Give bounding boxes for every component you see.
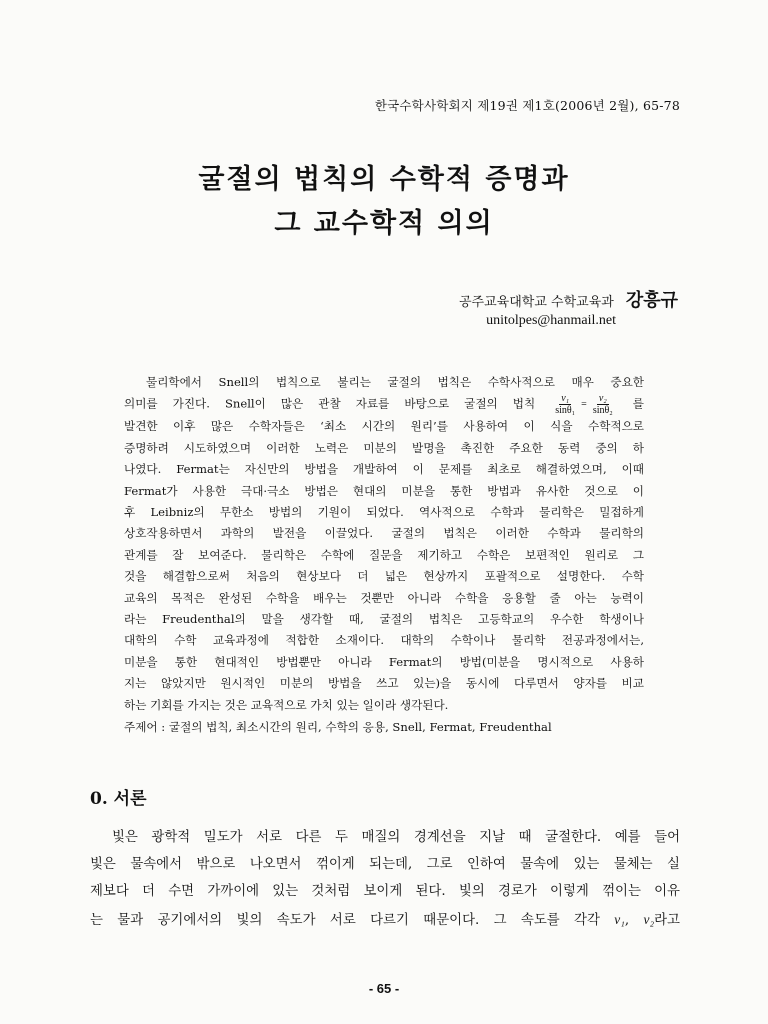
abstract-line: Fermat가 사용한 극대·극소 방법은 현대의 미분을 통한 방법과 유사한 것으로 이	[124, 483, 644, 498]
body-line-with-variables	[90, 906, 680, 934]
body-line: 빛은 물속에서 밖으로 나오면서 꺾이게 되는데, 그로 인하여 물속에 있는 물체는 실	[90, 857, 680, 873]
body-text: 라고	[654, 912, 680, 928]
author-block	[459, 286, 678, 329]
abstract-line: 증명하려 시도하였으며 이러한 노력은 미분의 발명을 촉진한 주요한 동력 중의 하	[124, 440, 644, 455]
author-line	[459, 286, 678, 312]
author-affiliation: 공주교육대학교 수학교육과	[458, 295, 614, 310]
variable-v1: v₁	[614, 911, 625, 927]
abstract	[124, 372, 644, 716]
abstract-line: 것을 해결함으로써 처음의 현상보다 더 넓은 현상까지 포괄적으로 설명한다. 수학	[124, 569, 644, 584]
abstract-line: 대학의 수학 교육과정에 적합한 소재이다. 대학의 수학이나 물리학 전공과정에서는,	[124, 633, 644, 648]
keywords: 주제어 : 굴절의 법칙, 최소시간의 원리, 수학의 응용, Snell, Fermat, Freudenthal	[124, 720, 552, 734]
abstract-line: 관계를 잘 보여준다. 물리학은 수학에 질문을 제기하고 수학은 보편적인 원리로 그	[124, 547, 644, 562]
abstract-line: 나였다. Fermat는 자신만의 방법을 개발하여 이 문제를 최초로 해결하였으며, 이때	[124, 462, 644, 477]
page-number: - 65 -	[368, 981, 400, 996]
body-text: 는 물과 공기에서의 빛의 속도가 서로 다르기 때문이다. 그 속도를 각각	[90, 912, 600, 928]
paper-title-line-1: 굴절의 법칙의 수학적 증명과	[198, 164, 570, 195]
abstract-line-with-formula	[124, 393, 644, 416]
body-line: 제보다 더 수면 가까이에 있는 것처럼 보이게 된다. 빛의 경로가 이렇게 꺾이는 이유	[90, 884, 680, 900]
formula-denominator-1: sinθ₁	[555, 405, 576, 417]
formula-denominator-2: sinθ₂	[592, 405, 613, 417]
abstract-line: 라는 Freudenthal의 말을 생각할 때, 굴절의 법칙은 고등학교의 우수한 학생이나	[124, 612, 644, 627]
abstract-line: 상호작용하면서 과학의 발전을 이끌었다. 굴절의 법칙은 이러한 수학과 물리학의	[124, 526, 644, 541]
author-email: unitolpes@hanmail.net	[486, 313, 616, 328]
section-heading: 0. 서론	[90, 789, 147, 809]
abstract-line: 후 Leibniz의 무한소 방법의 기원이 되었다. 역사적으로 수학과 물리학은 밀접하게	[124, 505, 644, 520]
abstract-line: 물리학에서 Snell의 법칙으로 불리는 굴절의 법칙은 수학사적으로 매우 중요한	[146, 375, 644, 389]
body-line: 빛은 광학적 밀도가 서로 다른 두 매질의 경계선을 지날 때 굴절한다. 예를 들어	[112, 830, 680, 845]
journal-header: 한국수학사학회지 제19권 제1호(2006년 2월), 65-78	[374, 98, 680, 113]
abstract-line-last: 하는 기회를 가지는 것은 교육적으로 가치 있는 일이라 생각된다.	[124, 697, 449, 712]
formula-numerator-2: v₂	[598, 393, 607, 405]
formula-numerator-1: v₁	[561, 393, 570, 405]
abstract-text: 의미를 가진다. Snell이 많은 관찰 자료를 바탕으로 굴절의 법칙	[124, 396, 536, 411]
variable-v2: v₂	[643, 911, 655, 927]
abstract-text: 를	[632, 396, 644, 411]
formula-fraction-1	[553, 393, 577, 416]
author-name: 강흥규	[625, 290, 678, 311]
formula-fraction-2	[591, 393, 615, 416]
formula-equals: =	[581, 399, 587, 411]
body-comma: ,	[624, 912, 630, 928]
snell-law-formula	[553, 393, 615, 416]
abstract-line: 지는 않았지만 원시적인 미분의 방법을 쓰고 있는)을 동시에 다루면서 양자를 비교	[124, 676, 644, 691]
paper-title-line-2: 그 교수학적 의의	[274, 208, 494, 239]
body-paragraph	[90, 824, 680, 934]
abstract-line: 미분을 통한 현대적인 방법뿐만 아니라 Fermat의 방법(미분을 명시적으로 사용하	[124, 654, 644, 669]
abstract-line: 발견한 이후 많은 수학자들은 ‘최소 시간의 원리’를 사용하여 이 식을 수학적으로	[124, 419, 644, 434]
abstract-line: 교육의 목적은 완성된 수학을 배우는 것뿐만 아니라 수학을 응용할 줄 아는 능력이	[124, 590, 644, 605]
